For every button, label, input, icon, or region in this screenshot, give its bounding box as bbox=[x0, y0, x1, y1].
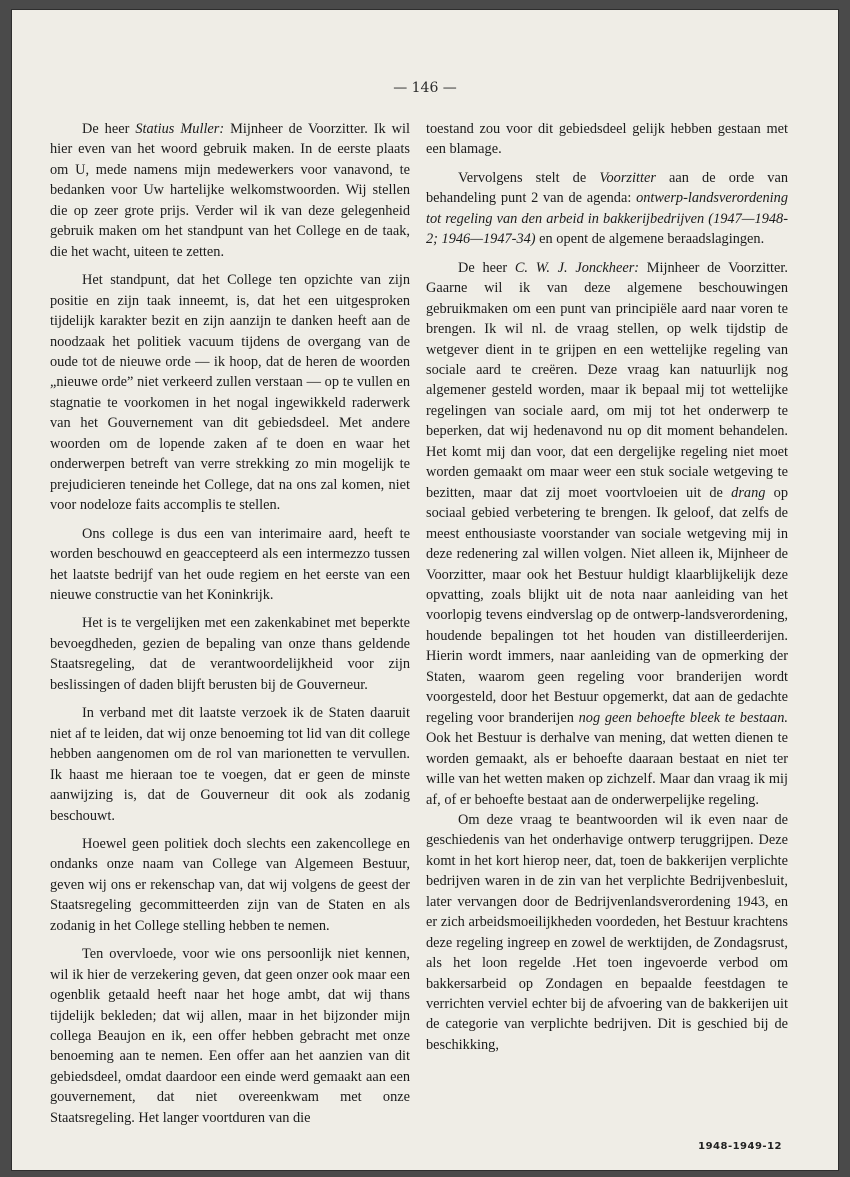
paragraph: De heer Statius Muller: Mijnheer de Voorzitter. Ik wil hier even van het woord gebruik maken. In de eerste plaats om U, mede namens mijn medewerkers voor vanavond, te bedanken voor Uw hartelijke welkomstwoorden. Wij stellen die op zeer grote prijs. Verder wil ik van deze gelegenheid gebruik maken om het standpunt van het College en de taak, die het wacht, uiteen te zetten. bbox=[50, 121, 410, 260]
right-column bbox=[426, 119, 788, 1055]
speaker-name: Statius Muller: bbox=[135, 121, 225, 137]
footer-code: 1948-1949-12 bbox=[698, 1141, 782, 1152]
left-column bbox=[50, 119, 410, 1128]
paragraph: De heer C. W. J. Jonckheer: Mijnheer de Voorzitter. Gaarne wil ik van deze algemene beschouwingen gebruikmaken om een punt van principiële aard naar voren te brengen. Ik wil nl. de vraag stellen, op welk tijdstip de wetgever dient in te grijpen en een wettelijke regeling van sociale aard te creëren. Deze vraag kan natuurlijk nog algemener gesteld worden, maar ik bepaal mij tot wettelijke regelingen van sociale aard, om mij tot het onderwerp te beperken, dat wij hedenavond nu op dit moment behandelen. Het komt mij dan voor, dat een dergelijke regeling niet moet worden gemaakt om maar weer een stuk sociale wetgeving te bezitten, maar dat zij moet voortvloeien uit de drang op sociaal gebied verbetering te brengen. Ik geloof, dat zelfs de meest enthousiaste voorstander van sociale wetgeving mij in deze redenering zal willen volgen. Niet alleen ik, Mijnheer de Voorzitter, maar ook het Bestuur huldigt klaarblijkelijk deze opvatting, zoals blijkt uit de nota naar aanleiding van het voorlopig tevens eindverslag op de ontwerp-landsverordening, houdende bepalingen tot het houden van distilleerderijen. Hierin wordt immers, naar aanleiding van de opmerking der Staten, waarom geen regeling voor branderijen wordt voorgesteld, door het Bestuur opgemerkt, dat aan de gedachte regeling voor branderijen nog geen behoefte bleek te bestaan. Ook het Bestuur is derhalve van mening, dat wetten dienen te worden gemaakt, als er behoefte daaraan bestaat en niet ter wille van het wetten maken op zichzelf. Maar dan vraag ik mij af, of er behoefte bestaat aan de onderwerpelijke regeling. bbox=[426, 259, 788, 808]
paragraph: Hoewel geen politiek doch slechts een zakencollege en ondanks onze naam van College van Algemeen Bestuur, geven wij ons er rekenschap van, dat wij volgens de geest der Staatsregeling gecommitteerden zijn van de Staten en als zodanig in het College stelling hebben te nemen. bbox=[50, 835, 410, 934]
paragraph: toestand zou voor dit gebiedsdeel gelijk hebben gestaan met een blamage. bbox=[426, 121, 788, 158]
page-number: — 146 — bbox=[393, 80, 457, 96]
paragraph: Het is te vergelijken met een zakenkabinet met beperkte bevoegdheden, gezien de bepaling van onze thans geldende Staatsregeling, dat de verantwoordelijkheid voor zijn beslissingen of daden blijft berusten bij de Gouverneur. bbox=[50, 615, 410, 693]
paragraph: Ten overvloede, voor wie ons persoonlijk niet kennen, wil ik hier de verzekering geven, dat geen onzer ook maar een ogenblik getaald heeft naar het hoge ambt, dat wij thans tijdelijk bekleden; dat wij allen, maar in het bijzonder mijn collega Beaujon en ik, een offer hebben gebracht met onze benoeming aan te nemen. Een offer aan het aanzien van dit gebiedsdeel, omdat daardoor een einde werd gemaakt aan een gouvernement, dat niet overeenkwam met onze Staatsregeling. Het langer voortduren van die bbox=[50, 946, 410, 1126]
agenda-item: ontwerp-landsverordening tot regeling van den arbeid in bakkerijbedrijven (1947—1948-2; 1946—1947-34) bbox=[426, 190, 788, 248]
paragraph: Ons college is dus een van interimaire aard, heeft te worden beschouwd en geaccepteerd als een intermezzo tussen het laatste bedrijf van het oude regiem en het eerste van een nieuwe constructie van het Koninkrijk. bbox=[50, 525, 410, 603]
paragraph: In verband met dit laatste verzoek ik de Staten daaruit niet af te leiden, dat wij onze benoeming tot lid van dit college hebben aangenomen om de rol van marionetten te vervullen. Ik haast me hieraan toe te voegen, dat er geen de minste aanwijzing is, dat de Gouverneur dit ook als zodanig beschouwt. bbox=[50, 705, 410, 824]
paragraph: Om deze vraag te beantwoorden wil ik even naar de geschiedenis van het onderhavige ontwerp teruggrijpen. Deze komt in het kort hierop neer, dat, toen de bakkerijen verplichte bedrijven waren in de zin van het verplichte Bedrijvenbesluit, later vervangen door de Bedrijvenlandsverordening 1943, en er zich arbeidsmoeilijkheden voordeden, het Bestuur krachtens deze regeling ingreep en zowel de werktijden, de Zondagsrust, als het loon regelde .Het toen ingevoerde verbod om bakkersarbeid op Zondagen en bepaalde feestdagen te verrichten verviel echter bij de afvoering van de bakkerijen uit de categorie van verplichte bedrijven. Dit is geschied bij de beschikking, bbox=[426, 811, 788, 1053]
document-page bbox=[12, 10, 838, 1170]
speaker-name: C. W. J. Jonckheer: bbox=[514, 259, 640, 276]
paragraph: Vervolgens stelt de Voorzitter aan de orde van behandeling punt 2 van de agenda: ontwerp-landsverordening tot regeling van den arbeid in bakkerijbedrijven (1947—1948-2; 1946—1947-34) en opent de algemene beraadslagingen. bbox=[426, 169, 789, 248]
paragraph: Het standpunt, dat het College ten opzichte van zijn positie en zijn taak inneemt, is, dat het een uitgesproken tijdelijk karakter bezit en zijn aanzijn te danken heeft aan de noodzaak het politiek vacuum tijdens de overgang van de oude tot de nieuwe orde — ik hoop, dat de heren de woorden „nieuwe orde” niet verkeerd zullen verstaan — op te vullen en stagnatie te voorkomen in het nogal ingewikkeld raderwerk van het Gouvernement van dit gebiedsdeel. Met andere woorden om de lopende zaken af te doen en waar het onderwerpen betreft van verre strekking zo min mogelijk te prejudicieren teneinde het College, dat na ons zal komen, niet voor nodeloze faits accomplis te stellen. bbox=[50, 272, 410, 514]
